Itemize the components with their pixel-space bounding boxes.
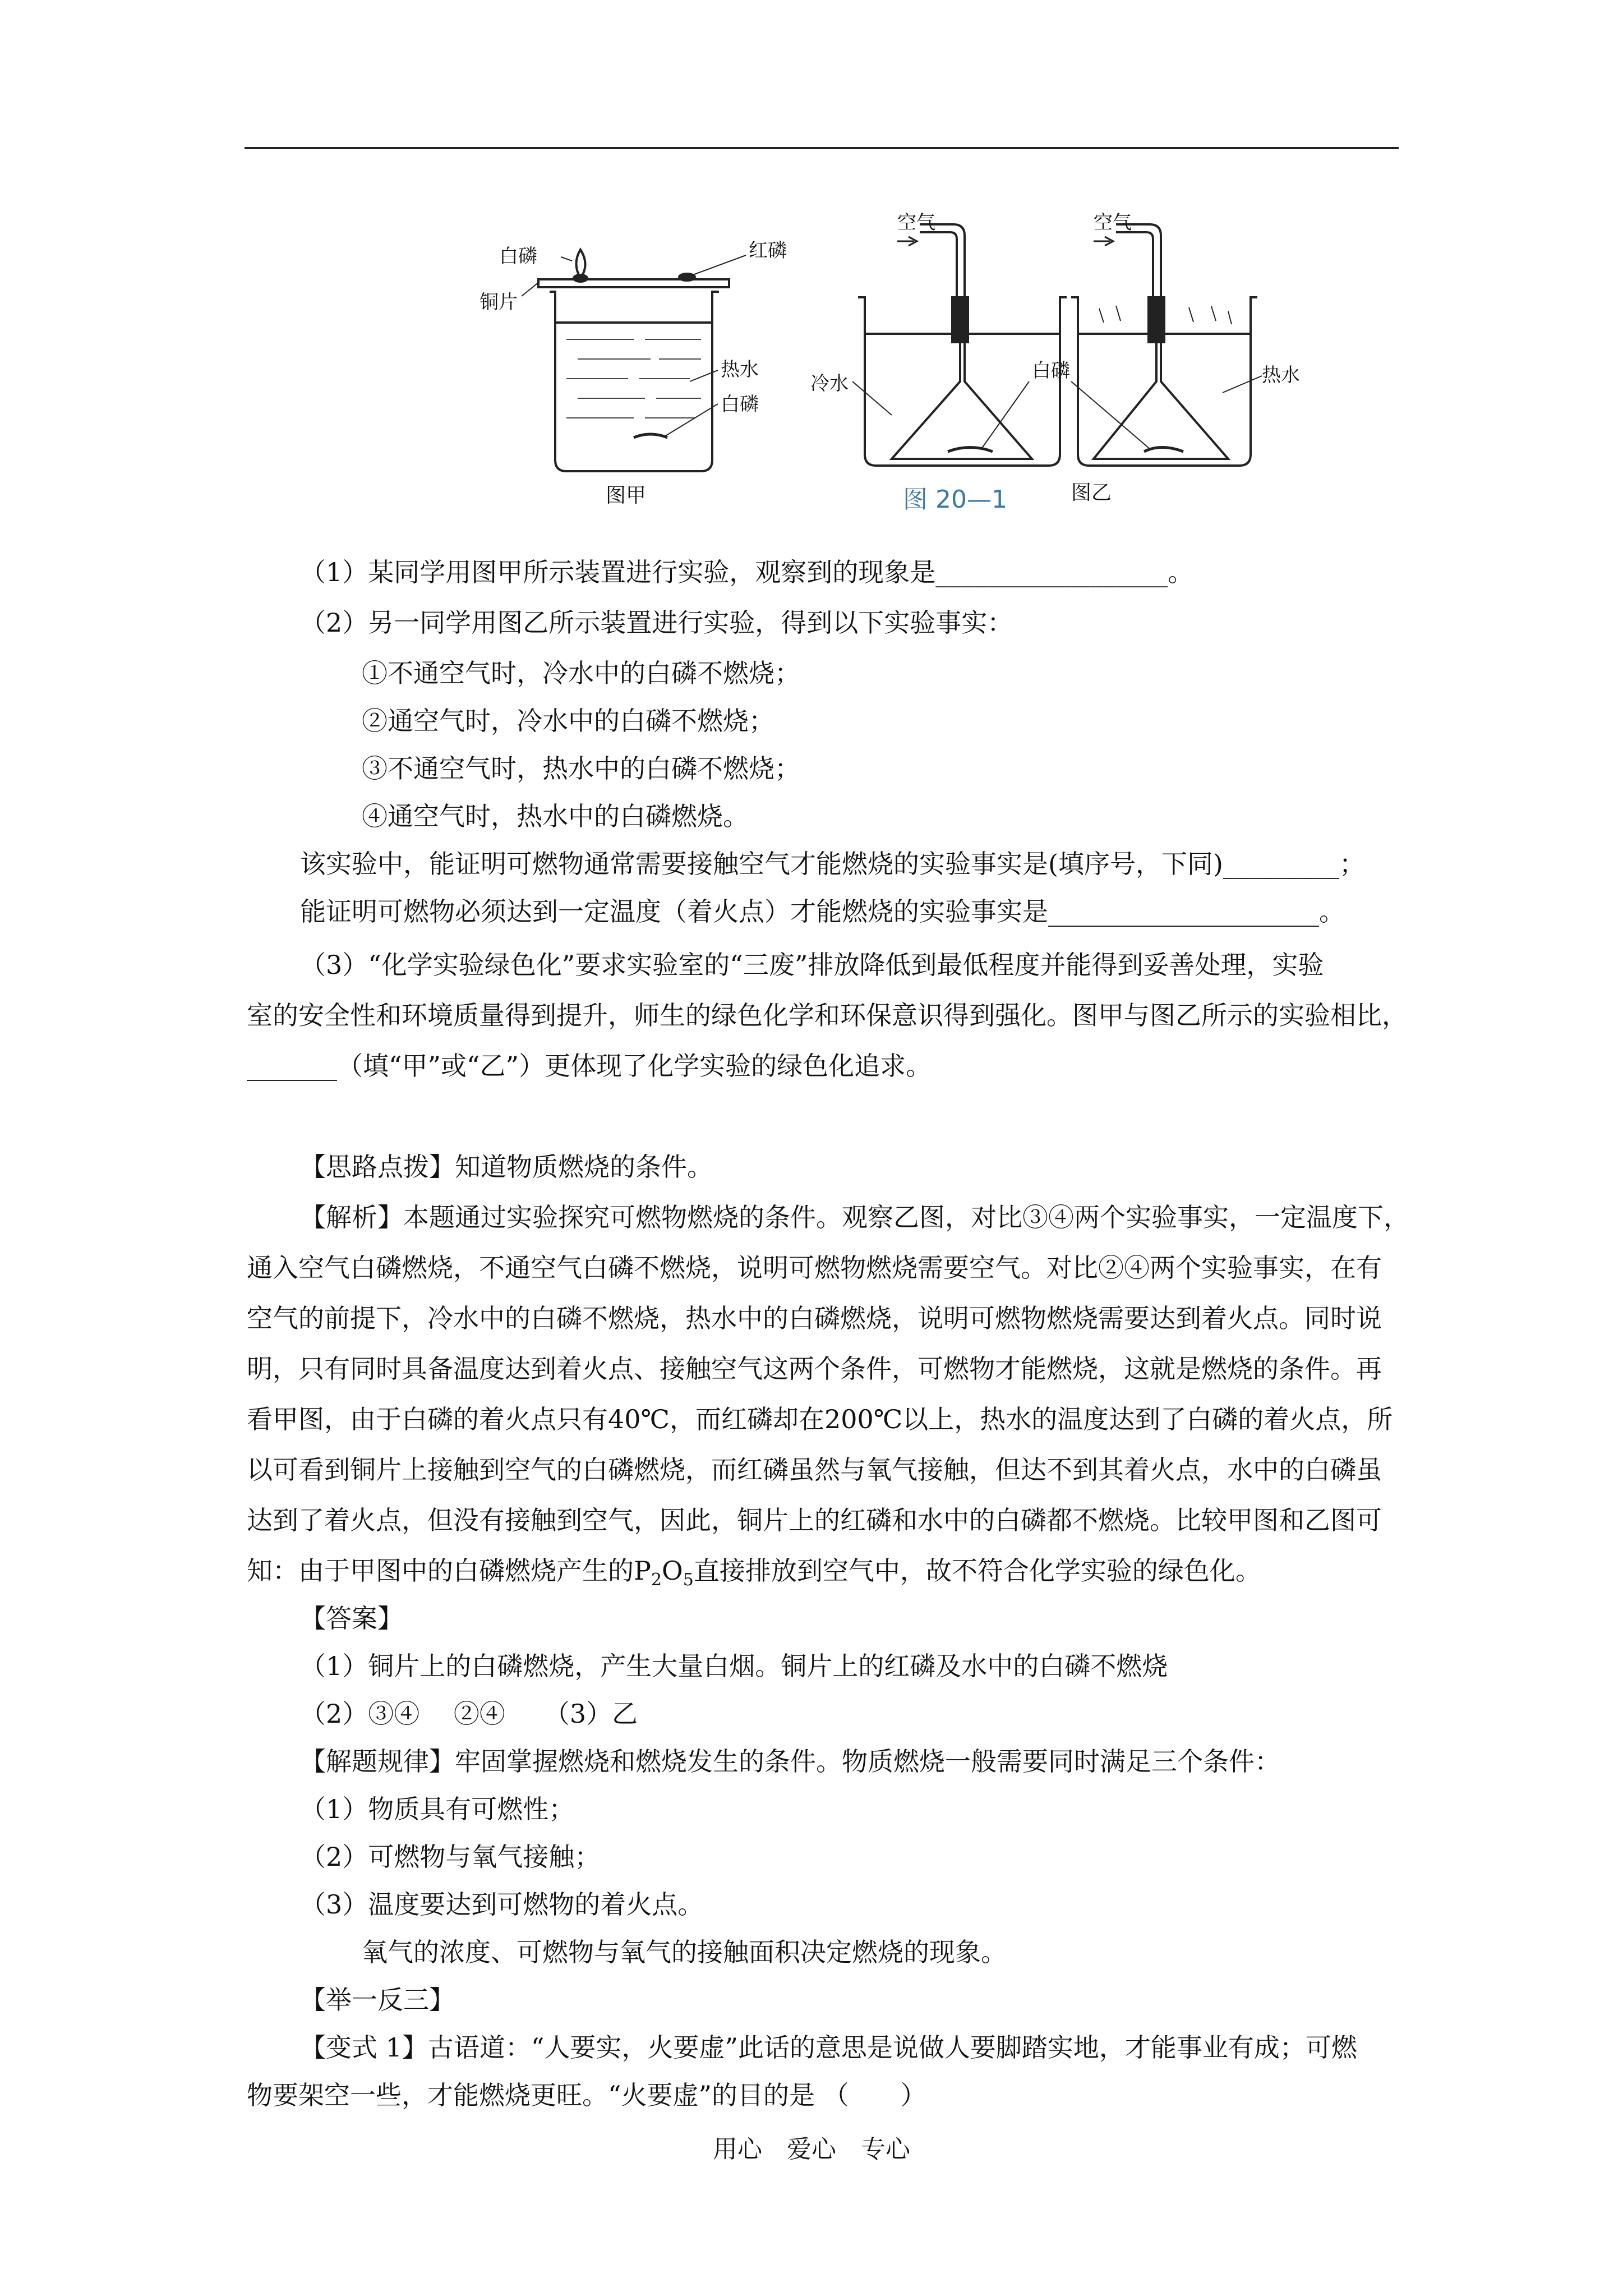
analysis-line-2: 通入空气白磷燃烧，不通空气白磷不燃烧，说明可燃物燃烧需要空气。对比②④两个实验事实，在有 (247, 1253, 1382, 1283)
label-lengshui: 冷水 (810, 372, 849, 395)
question-1: （1）某同学用图甲所示装置进行实验，观察到的现象是__________________。 (300, 557, 1194, 587)
label-air-2: 空气 (1094, 211, 1132, 234)
p2o5-before: 知：由于甲图中的白磷燃烧产生的 (247, 1556, 634, 1586)
p2o5-sub-2: 2 (651, 1570, 662, 1590)
condition-1: （1）物质具有可燃性； (300, 1794, 575, 1824)
practice-heading: 【举一反三】 (300, 1985, 455, 2015)
label-air-1: 空气 (897, 211, 935, 234)
figure-number: 图 20—1 (903, 485, 1007, 514)
fact-3: ③不通空气时，热水中的白磷不燃烧； (362, 753, 800, 784)
label-bailin-yi: 白磷 (1032, 360, 1070, 382)
figure-yi-cold (852, 224, 1067, 466)
analysis-line-7: 达到了着火点，但没有接触到空气，因此，铜片上的红磷和水中的白磷都不燃烧。比较甲图和乙图可 (247, 1505, 1382, 1535)
caption-yi: 图乙 (1071, 481, 1112, 504)
caption-jia: 图甲 (606, 484, 647, 507)
label-reshui-yi: 热水 (1262, 364, 1300, 386)
label-bailin-top: 白磷 (499, 245, 537, 268)
question-2b: 能证明可燃物必须达到一定温度（着火点）才能燃烧的实验事实是_____________________。 (300, 896, 1345, 927)
variant-1-line2: 物要架空一些，才能燃烧更旺。“火要虚”的目的是 （ ） (247, 2080, 926, 2110)
p2o5-sub-5: 5 (683, 1570, 694, 1590)
figure-jia (522, 250, 746, 471)
analysis-line-4: 明，只有同时具备温度达到着火点、接触空气这两个条件，可燃物才能燃烧，这就是燃烧的条件。再 (247, 1354, 1382, 1384)
label-tongpian: 铜片 (479, 291, 518, 314)
analysis-line-5: 看甲图，由于白磷的着火点只有40℃，而红磷却在200℃以上，热水的温度达到了白磷的着火点，所 (247, 1404, 1393, 1434)
rule-heading: 【解题规律】牢固掌握燃烧和燃烧发生的条件。物质燃烧一般需要同时满足三个条件： (300, 1746, 1280, 1777)
question-3-line3: _______（填“甲”或“乙”）更体现了化学实验的绿色化追求。 (247, 1051, 932, 1081)
answer-2-3: （2）③④ ②④ （3）乙 (300, 1699, 638, 1729)
variant-1-line1: 【变式 1】古语道：“人要实，火要虚”此话的意思是说做人要脚踏实地，才能事业有成；可燃 (300, 2032, 1357, 2063)
condition-2: （2）可燃物与氧气接触； (300, 1842, 601, 1872)
p2o5-o: O (662, 1556, 683, 1586)
label-honglin: 红磷 (749, 240, 787, 262)
answer-1: （1）铜片上的白磷燃烧，产生大量白烟。铜片上的红磷及水中的白磷不燃烧 (300, 1651, 1168, 1681)
analysis-line-8 (247, 1554, 1261, 1597)
answer-heading: 【答案】 (300, 1603, 403, 1634)
label-bailin-water: 白磷 (721, 393, 759, 416)
analysis-line-3: 空气的前提下，冷水中的白磷不燃烧，热水中的白磷燃烧，说明可燃物燃烧需要达到着火点。同时说 (247, 1303, 1382, 1333)
p2o5-p: P (634, 1556, 651, 1586)
header-rule (245, 147, 1399, 149)
question-3-line2: 室的安全性和环境质量得到提升，师生的绿色化学和环保意识得到强化。图甲与图乙所示的实验相比， (247, 1000, 1408, 1030)
condition-3: （3）温度要达到可燃物的着火点。 (300, 1889, 704, 1920)
fact-1: ①不通空气时，冷水中的白磷不燃烧； (362, 658, 800, 688)
analysis-line-1: 【解析】本题通过实验探究可燃物燃烧的条件。观察乙图，对比③④两个实验事实，一定温度下， (300, 1202, 1409, 1232)
label-reshui-jia: 热水 (721, 358, 759, 381)
analysis-line-6: 以可看到铜片上接触到空气的白磷燃烧，而红磷虽然与氧气接触，但达不到其着火点，水中的白磷虽 (247, 1455, 1382, 1485)
fact-2: ②通空气时，冷水中的白磷不燃烧； (362, 706, 774, 736)
experiment-figure (465, 196, 1307, 522)
question-2: （2）另一同学用图乙所示装置进行实验，得到以下实验事实： (300, 608, 1013, 638)
fact-4: ④通空气时，热水中的白磷燃烧。 (362, 801, 749, 831)
page-footer: 用心 爱心 专心 (713, 2135, 910, 2164)
figure-yi-hot (1071, 224, 1262, 466)
p2o5-after: 直接排放到空气中，故不符合化学实验的绿色化。 (693, 1556, 1261, 1586)
hint: 【思路点拨】知道物质燃烧的条件。 (300, 1152, 713, 1182)
question-3-line1: （3）“化学实验绿色化”要求实验室的“三废”排放降低到最低程度并能得到妥善处理，实验 (300, 950, 1324, 980)
oxygen-note: 氧气的浓度、可燃物与氧气的接触面积决定燃烧的现象。 (362, 1937, 1007, 1967)
question-2a: 该实验中，能证明可燃物通常需要接触空气才能燃烧的实验事实是(填序号，下同)_________； (300, 849, 1365, 879)
